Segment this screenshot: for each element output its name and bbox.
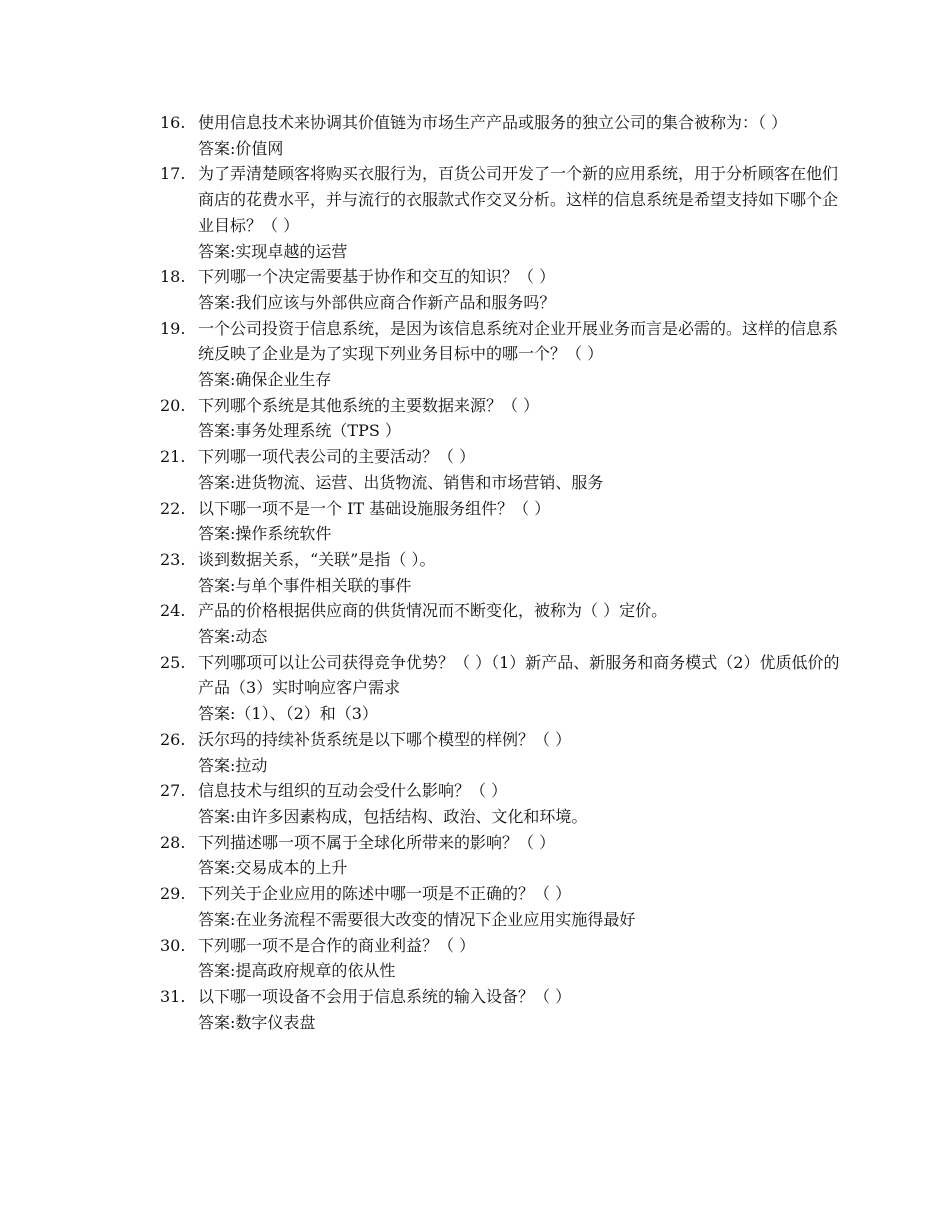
answer-text: 答案:操作系统软件	[198, 524, 332, 544]
question-number: 16.	[160, 113, 186, 132]
question-body	[198, 830, 850, 881]
question-number: 18.	[160, 267, 186, 287]
question-number: 30.	[160, 935, 186, 955]
question-number: 21.	[160, 447, 186, 467]
question-body	[198, 598, 850, 649]
question-number: 20.	[160, 395, 186, 415]
question-text: 下列哪个系统是其他系统的主要数据来源？（ ）	[198, 395, 540, 415]
question-text: 使用信息技术来协调其价值链为市场生产产品或服务的独立公司的集合被称为：（ ）	[198, 113, 788, 132]
question-body	[198, 264, 850, 315]
question-item	[160, 264, 850, 315]
answer-text: 答案:拉动	[198, 755, 268, 775]
answer-text: 答案:在业务流程不需要很大改变的情况下企业应用实施得最好	[198, 909, 636, 929]
question-item	[160, 933, 850, 984]
question-body	[198, 984, 850, 1035]
question-item	[160, 547, 850, 598]
answer-text: 答案:由许多因素构成，包括结构、政治、文化和环境。	[198, 806, 588, 826]
answer-text: 答案:实现卓越的运营	[198, 241, 348, 261]
question-list	[160, 110, 850, 1035]
question-item	[160, 650, 850, 727]
answer-text: 答案:交易成本的上升	[198, 858, 348, 878]
answer-text: 答案:（1）、（2）和（3）	[198, 704, 378, 724]
question-text: 下列哪一个决定需要基于协作和交互的知识？（ ）	[198, 267, 556, 287]
question-body	[198, 496, 850, 547]
answer-text: 答案:动态	[198, 627, 268, 647]
question-number: 28.	[160, 832, 186, 852]
question-item	[160, 778, 850, 829]
question-text: 谈到数据关系，“关联”是指（ ）。	[198, 549, 436, 569]
question-number: 22.	[160, 498, 186, 518]
question-item	[160, 110, 850, 161]
question-body	[198, 727, 850, 778]
question-body	[198, 110, 850, 161]
question-number: 25.	[160, 652, 186, 672]
question-number: 26.	[160, 729, 186, 749]
question-number: 31.	[160, 986, 186, 1006]
answer-text: 答案:确保企业生存	[198, 370, 332, 390]
answer-text: 答案:事务处理系统（TPS ）	[198, 421, 401, 441]
question-item	[160, 496, 850, 547]
question-text: 以下哪一项不是一个 IT 基础设施服务组件？（ ）	[198, 498, 551, 518]
question-body	[198, 778, 850, 829]
question-number: 17.	[160, 164, 186, 184]
question-text: 下列哪项可以让公司获得竞争优势？（ ）（1）新产品、新服务和商务模式（2）优质低价的产品（3）实时响应客户需求	[198, 652, 840, 698]
question-body	[198, 393, 850, 444]
question-text: 下列哪一项不是合作的商业利益？（ ）	[198, 935, 476, 955]
answer-text: 答案:数字仪表盘	[198, 1012, 316, 1032]
question-text: 沃尔玛的持续补货系统是以下哪个模型的样例？（ ）	[198, 729, 572, 749]
question-text: 产品的价格根据供应商的供货情况而不断变化，被称为（ ）定价。	[198, 601, 668, 621]
question-body	[198, 881, 850, 932]
question-body	[198, 316, 850, 393]
question-body	[198, 161, 850, 264]
question-text: 为了弄清楚顾客将购买衣服行为，百货公司开发了一个新的应用系统，用于分析顾客在他们商店的花费水平，并与流行的衣服款式作交叉分析。这样的信息系统是希望支持如下哪个企业目标？（ ）	[198, 164, 839, 235]
question-text: 以下哪一项设备不会用于信息系统的输入设备？（ ）	[198, 986, 572, 1006]
question-text: 信息技术与组织的互动会受什么影响？（ ）	[198, 781, 508, 801]
question-text: 下列描述哪一项不属于全球化所带来的影响？（ ）	[198, 832, 556, 852]
question-text: 一个公司投资于信息系统，是因为该信息系统对企业开展业务而言是必需的。这样的信息系统反映了企业是为了实现下列业务目标中的哪一个？（ ）	[198, 318, 839, 364]
question-body	[198, 933, 850, 984]
question-number: 27.	[160, 781, 186, 801]
question-body	[198, 444, 850, 495]
question-item	[160, 598, 850, 649]
question-item	[160, 161, 850, 264]
answer-text: 答案:我们应该与外部供应商合作新产品和服务吗？	[198, 292, 556, 312]
answer-text: 答案:价值网	[198, 138, 284, 158]
question-item	[160, 984, 850, 1035]
question-number: 19.	[160, 318, 186, 338]
question-item	[160, 830, 850, 881]
question-item	[160, 727, 850, 778]
question-number: 24.	[160, 601, 186, 621]
question-number: 23.	[160, 549, 186, 569]
question-item	[160, 316, 850, 393]
question-item	[160, 881, 850, 932]
question-text: 下列关于企业应用的陈述中哪一项是不正确的？（ ）	[198, 884, 572, 904]
answer-text: 答案:进货物流、运营、出货物流、销售和市场营销、服务	[198, 472, 604, 492]
question-body	[198, 547, 850, 598]
question-body	[198, 650, 850, 727]
question-number: 29.	[160, 884, 186, 904]
answer-text: 答案:与单个事件相关联的事件	[198, 575, 412, 595]
answer-text: 答案:提高政府规章的依从性	[198, 961, 396, 981]
question-item	[160, 444, 850, 495]
question-item	[160, 393, 850, 444]
question-text: 下列哪一项代表公司的主要活动？（ ）	[198, 447, 476, 467]
